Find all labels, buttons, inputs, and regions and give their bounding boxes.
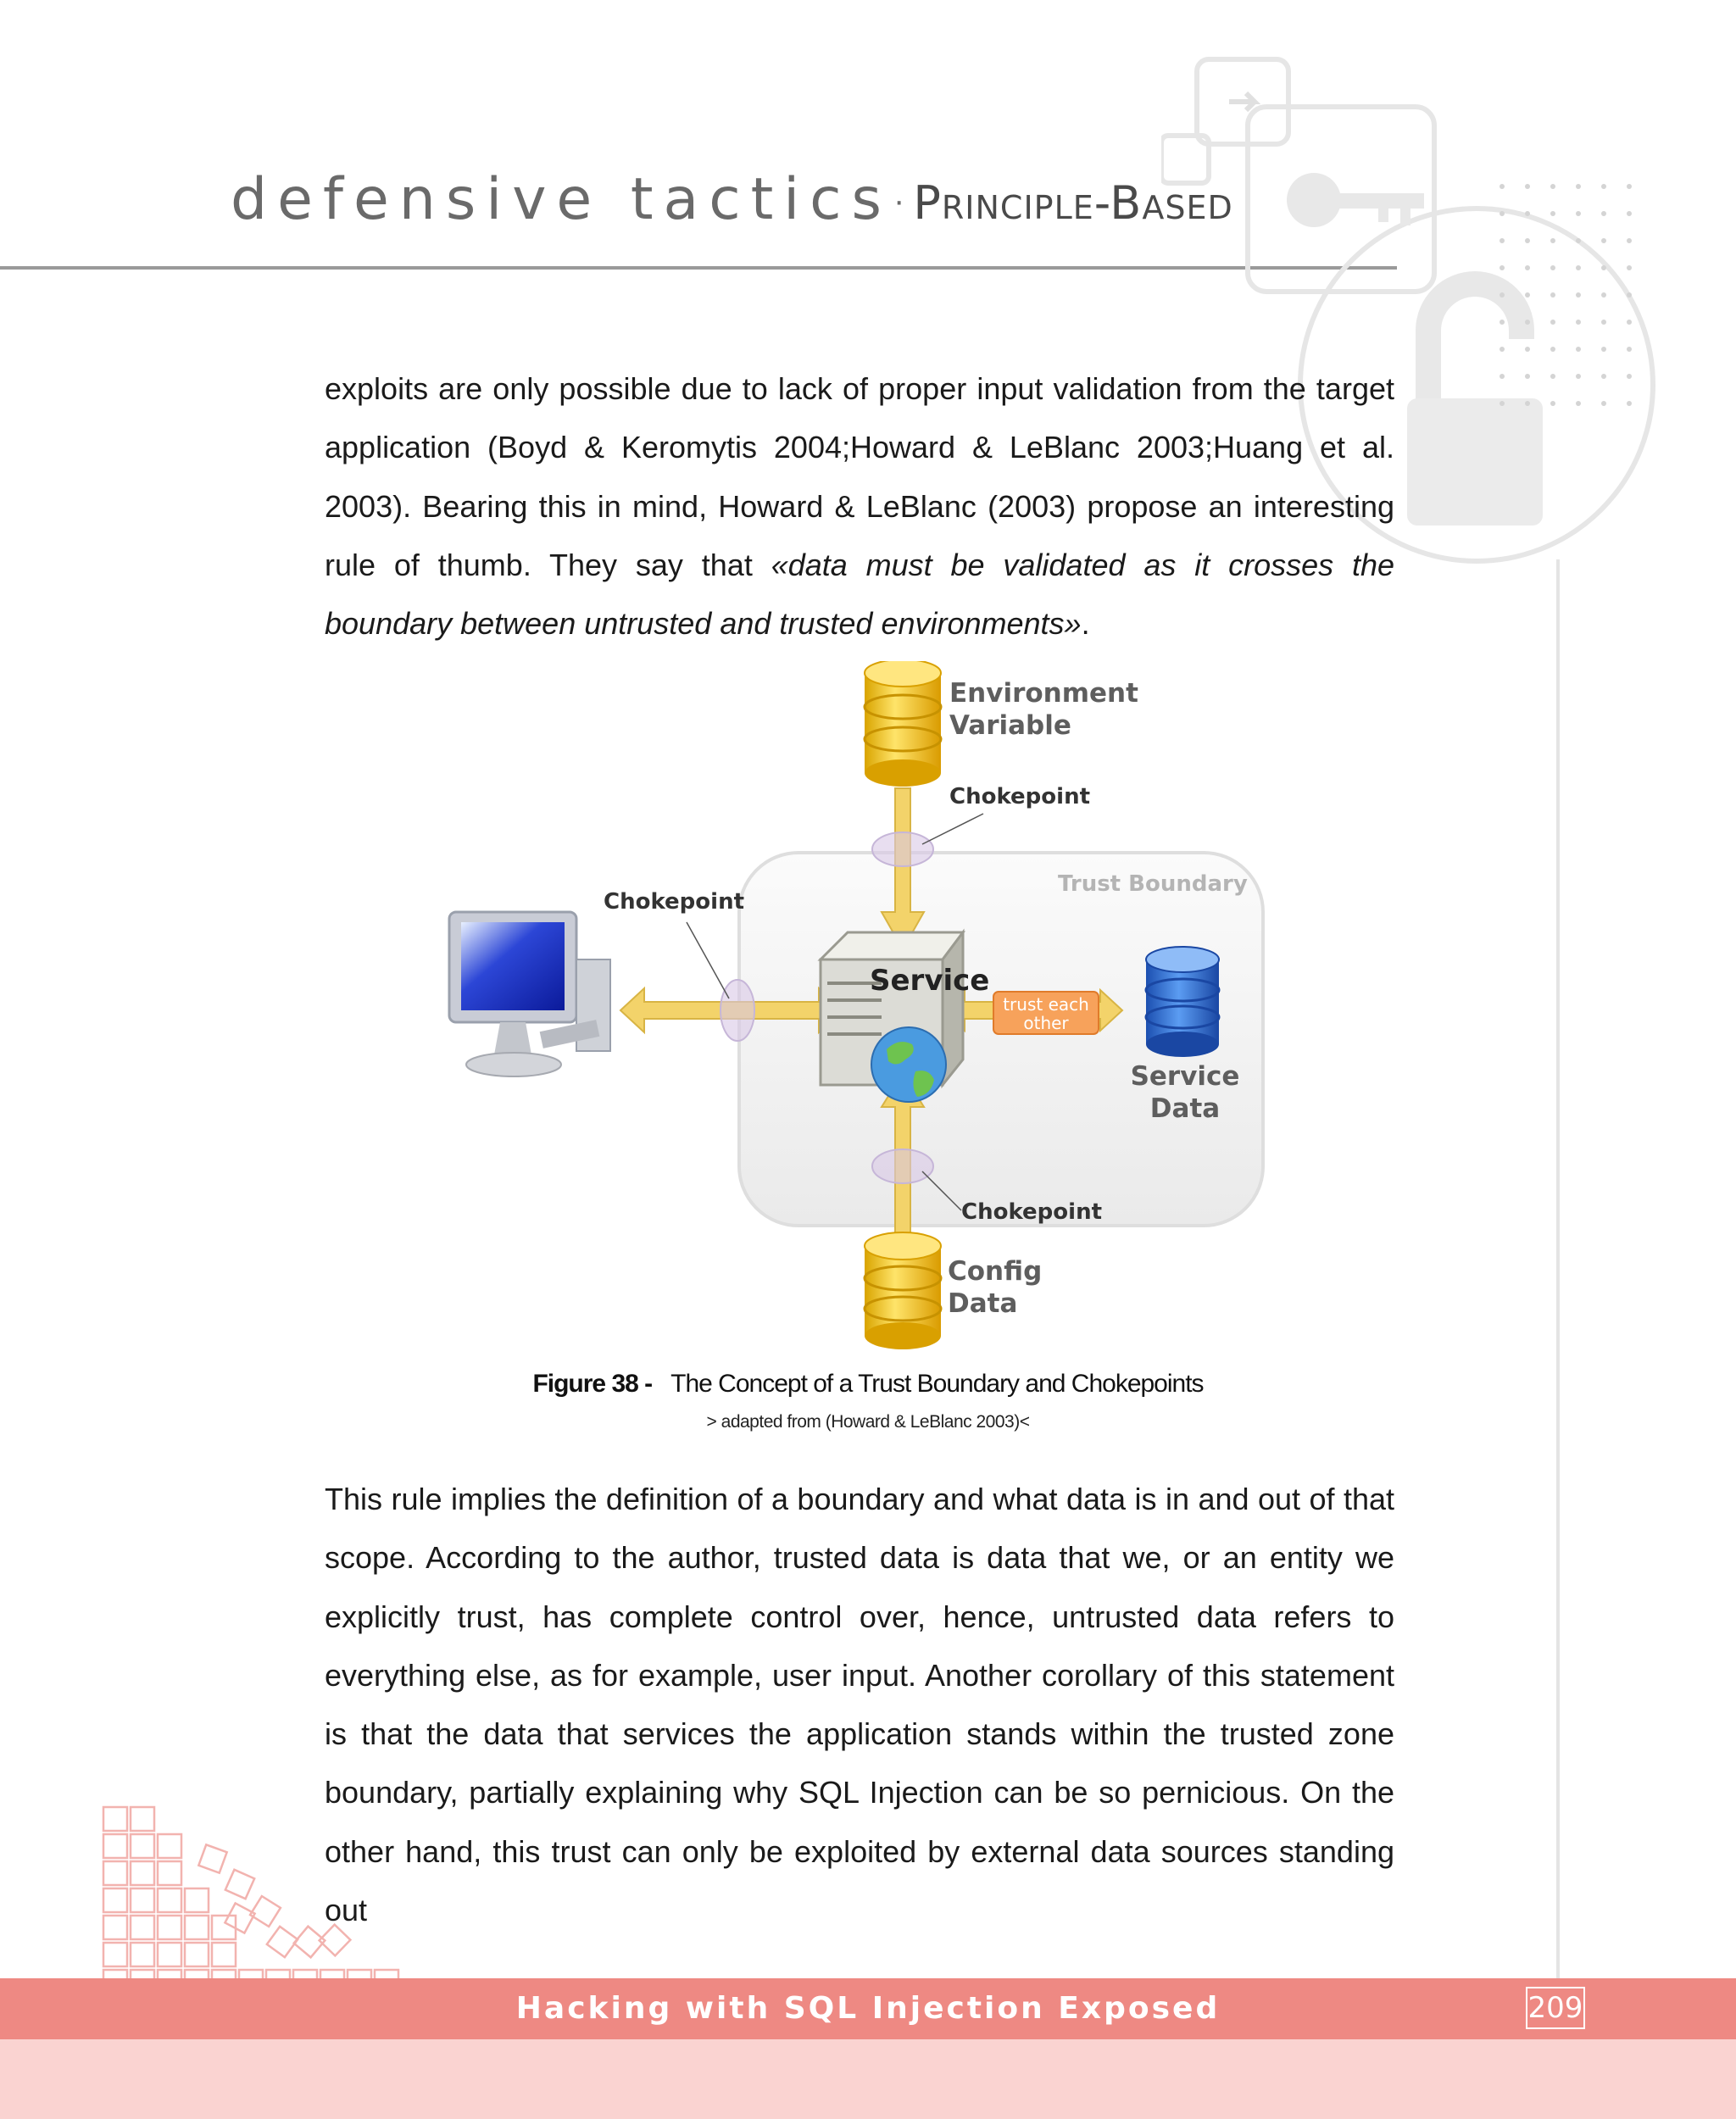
label-chokepoint-bottom: Chokepoint bbox=[961, 1199, 1103, 1225]
computer-monitor-icon bbox=[449, 912, 610, 1076]
trust-boundary-figure bbox=[441, 661, 1297, 1356]
label-config-data: Data bbox=[948, 1288, 1018, 1319]
para1-end: . bbox=[1081, 606, 1090, 642]
header-title: defensive tactics bbox=[231, 166, 892, 233]
figure-caption bbox=[0, 1370, 1736, 1399]
label-service: Service bbox=[870, 964, 990, 998]
header-subtitle: Principle-Based bbox=[913, 176, 1233, 230]
running-header bbox=[231, 166, 1233, 233]
config-data-cylinder-icon bbox=[865, 1232, 941, 1349]
footer-band-light bbox=[0, 2039, 1736, 2119]
figure-number: Figure 38 - bbox=[532, 1370, 653, 1398]
body-paragraph-1 bbox=[325, 359, 1394, 653]
figure-title: The Concept of a Trust Boundary and Chokepoints bbox=[670, 1370, 1204, 1398]
label-trust-boundary: Trust Boundary bbox=[1058, 871, 1248, 897]
label-config: Config bbox=[948, 1256, 1043, 1287]
trust-line-2: other bbox=[1023, 1013, 1069, 1033]
header-separator: · bbox=[893, 182, 905, 220]
label-environment: Environment bbox=[949, 678, 1138, 709]
figure-source: > adapted from (Howard & LeBlanc 2003)< bbox=[706, 1412, 1030, 1432]
label-service-data-1: Service bbox=[1130, 1061, 1240, 1092]
page-number: 209 bbox=[1526, 1987, 1585, 2029]
side-rule bbox=[1556, 559, 1560, 1983]
para1-quote: «data must be validated as it crosses the boundary between untrusted and trusted environments» bbox=[325, 547, 1395, 642]
body-paragraph-2: This rule implies the definition of a boundary and what data is in and out of that scope. According to the author, trusted data is data that we, or an entity we explicitly trust, has complete control over, hence, untrusted data refers to everything else, as for example, user input. Another corollary of this statement is that the data that services the application stands within the trusted zone boundary, partially explaining why SQL Injection can be so pernicious. On the other hand, this trust can only be exploited by external data sources standing out bbox=[325, 1482, 1394, 1928]
label-chokepoint-top: Chokepoint bbox=[949, 784, 1091, 809]
service-data-cylinder-icon bbox=[1146, 947, 1219, 1057]
trust-line-1: trust each bbox=[1003, 994, 1089, 1015]
environment-variable-cylinder-icon bbox=[865, 661, 941, 787]
trust-each-other-badge bbox=[993, 992, 1099, 1034]
footer-book-title: Hacking with SQL Injection Exposed bbox=[515, 1991, 1221, 2026]
label-chokepoint-left: Chokepoint bbox=[604, 889, 745, 915]
para1-text: exploits are only possible due to lack of proper input validation from the target application (Boyd & Keromytis 2004;Howard & LeBlanc 2003;Huang et al. 2003). Bearing this in mind, Howard & LeBlanc (2003) propose an interesting rule of thumb. They say that bbox=[325, 371, 1394, 582]
label-variable: Variable bbox=[949, 710, 1071, 741]
globe-icon bbox=[871, 1027, 946, 1102]
label-service-data-2: Data bbox=[1149, 1093, 1221, 1124]
